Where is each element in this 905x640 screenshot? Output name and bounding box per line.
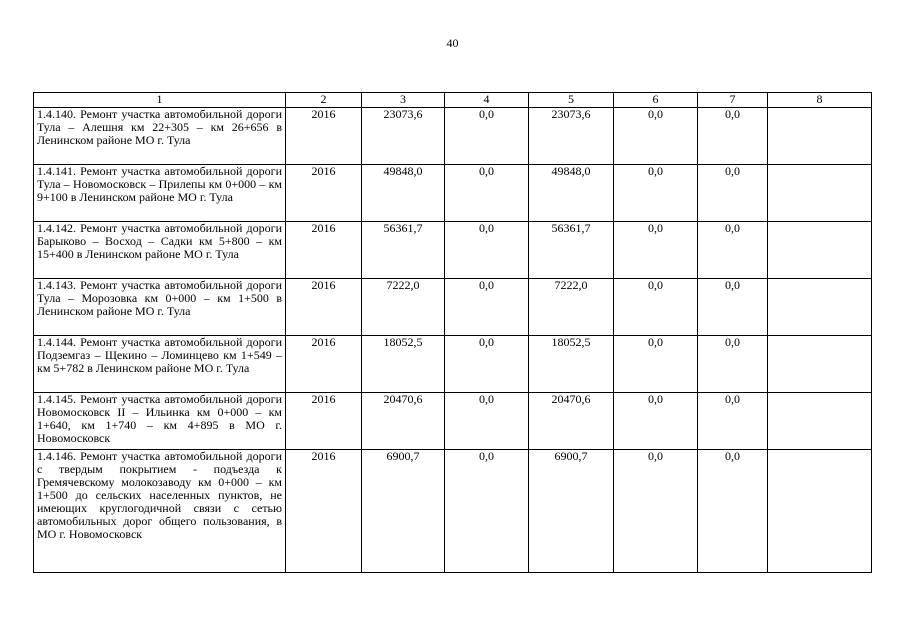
header-col-6: 6 <box>614 93 698 108</box>
row-description: 1.4.145. Ремонт участка автомобильной дороги Новомосковск II – Ильинка км 0+000 – км 1+640, км 1+740 – км 4+895 в МО г. Новомосковск <box>34 393 286 450</box>
row-col-6: 0,0 <box>614 450 698 573</box>
row-col-6: 0,0 <box>614 165 698 222</box>
row-col-7: 0,0 <box>698 450 768 573</box>
row-col-3: 49848,0 <box>362 165 445 222</box>
header-col-4: 4 <box>445 93 529 108</box>
row-description: 1.4.140. Ремонт участка автомобильной дороги Тула – Алешня км 22+305 – км 26+656 в Ленинском районе МО г. Тула <box>34 108 286 165</box>
row-col-5: 56361,7 <box>529 222 614 279</box>
row-col-8 <box>768 279 872 336</box>
row-col-3: 20470,6 <box>362 393 445 450</box>
row-col-8 <box>768 450 872 573</box>
row-col-7: 0,0 <box>698 279 768 336</box>
row-col-4: 0,0 <box>445 393 529 450</box>
row-col-5: 49848,0 <box>529 165 614 222</box>
row-col-4: 0,0 <box>445 450 529 573</box>
row-year: 2016 <box>286 108 362 165</box>
row-col-4: 0,0 <box>445 108 529 165</box>
row-col-3: 18052,5 <box>362 336 445 393</box>
page-number: 40 <box>446 36 459 50</box>
header-col-2: 2 <box>286 93 362 108</box>
row-col-3: 23073,6 <box>362 108 445 165</box>
header-col-5: 5 <box>529 93 614 108</box>
table-row <box>34 222 872 279</box>
row-year: 2016 <box>286 165 362 222</box>
row-col-4: 0,0 <box>445 279 529 336</box>
road-repair-table <box>33 92 872 573</box>
row-col-6: 0,0 <box>614 393 698 450</box>
row-year: 2016 <box>286 279 362 336</box>
row-col-8 <box>768 165 872 222</box>
row-col-4: 0,0 <box>445 165 529 222</box>
table-row <box>34 450 872 573</box>
row-col-7: 0,0 <box>698 165 768 222</box>
row-col-5: 7222,0 <box>529 279 614 336</box>
header-col-8: 8 <box>768 93 872 108</box>
table-row <box>34 336 872 393</box>
row-year: 2016 <box>286 336 362 393</box>
header-row <box>34 93 872 108</box>
row-year: 2016 <box>286 222 362 279</box>
row-col-8 <box>768 393 872 450</box>
row-col-5: 23073,6 <box>529 108 614 165</box>
table-row <box>34 393 872 450</box>
row-col-8 <box>768 336 872 393</box>
row-col-8 <box>768 108 872 165</box>
row-description: 1.4.142. Ремонт участка автомобильной дороги Барыково – Восход – Садки км 5+800 – км 15+400 в Ленинском районе МО г. Тула <box>34 222 286 279</box>
row-year: 2016 <box>286 393 362 450</box>
row-col-4: 0,0 <box>445 222 529 279</box>
row-col-6: 0,0 <box>614 108 698 165</box>
row-year: 2016 <box>286 450 362 573</box>
header-col-3: 3 <box>362 93 445 108</box>
row-description: 1.4.146. Ремонт участка автомобильной дороги с твердым покрытием - подъезда к Гремячевскому молокозаводу км 0+000 – км 1+500 до сельских населенных пунктов, не имеющих круглогодичной связи с сетью автомобильных дорог общего пользования, в МО г. Новомосковск <box>34 450 286 573</box>
row-col-3: 7222,0 <box>362 279 445 336</box>
row-col-7: 0,0 <box>698 336 768 393</box>
row-col-6: 0,0 <box>614 336 698 393</box>
row-col-8 <box>768 222 872 279</box>
row-col-5: 20470,6 <box>529 393 614 450</box>
row-description: 1.4.143. Ремонт участка автомобильной дороги Тула – Морозовка км 0+000 – км 1+500 в Ленинском районе МО г. Тула <box>34 279 286 336</box>
row-col-6: 0,0 <box>614 222 698 279</box>
row-col-5: 6900,7 <box>529 450 614 573</box>
row-col-7: 0,0 <box>698 222 768 279</box>
row-description: 1.4.141. Ремонт участка автомобильной дороги Тула – Новомосковск – Прилепы км 0+000 – км 9+100 в Ленинском районе МО г. Тула <box>34 165 286 222</box>
row-col-6: 0,0 <box>614 279 698 336</box>
header-col-7: 7 <box>698 93 768 108</box>
row-col-5: 18052,5 <box>529 336 614 393</box>
row-col-3: 56361,7 <box>362 222 445 279</box>
row-description: 1.4.144. Ремонт участка автомобильной дороги Подземгаз – Щекино – Ломинцево км 1+549 – км 5+782 в Ленинском районе МО г. Тула <box>34 336 286 393</box>
row-col-4: 0,0 <box>445 336 529 393</box>
table-row <box>34 165 872 222</box>
row-col-7: 0,0 <box>698 393 768 450</box>
table-row <box>34 108 872 165</box>
row-col-3: 6900,7 <box>362 450 445 573</box>
row-col-7: 0,0 <box>698 108 768 165</box>
table-row <box>34 279 872 336</box>
header-col-1: 1 <box>34 93 286 108</box>
